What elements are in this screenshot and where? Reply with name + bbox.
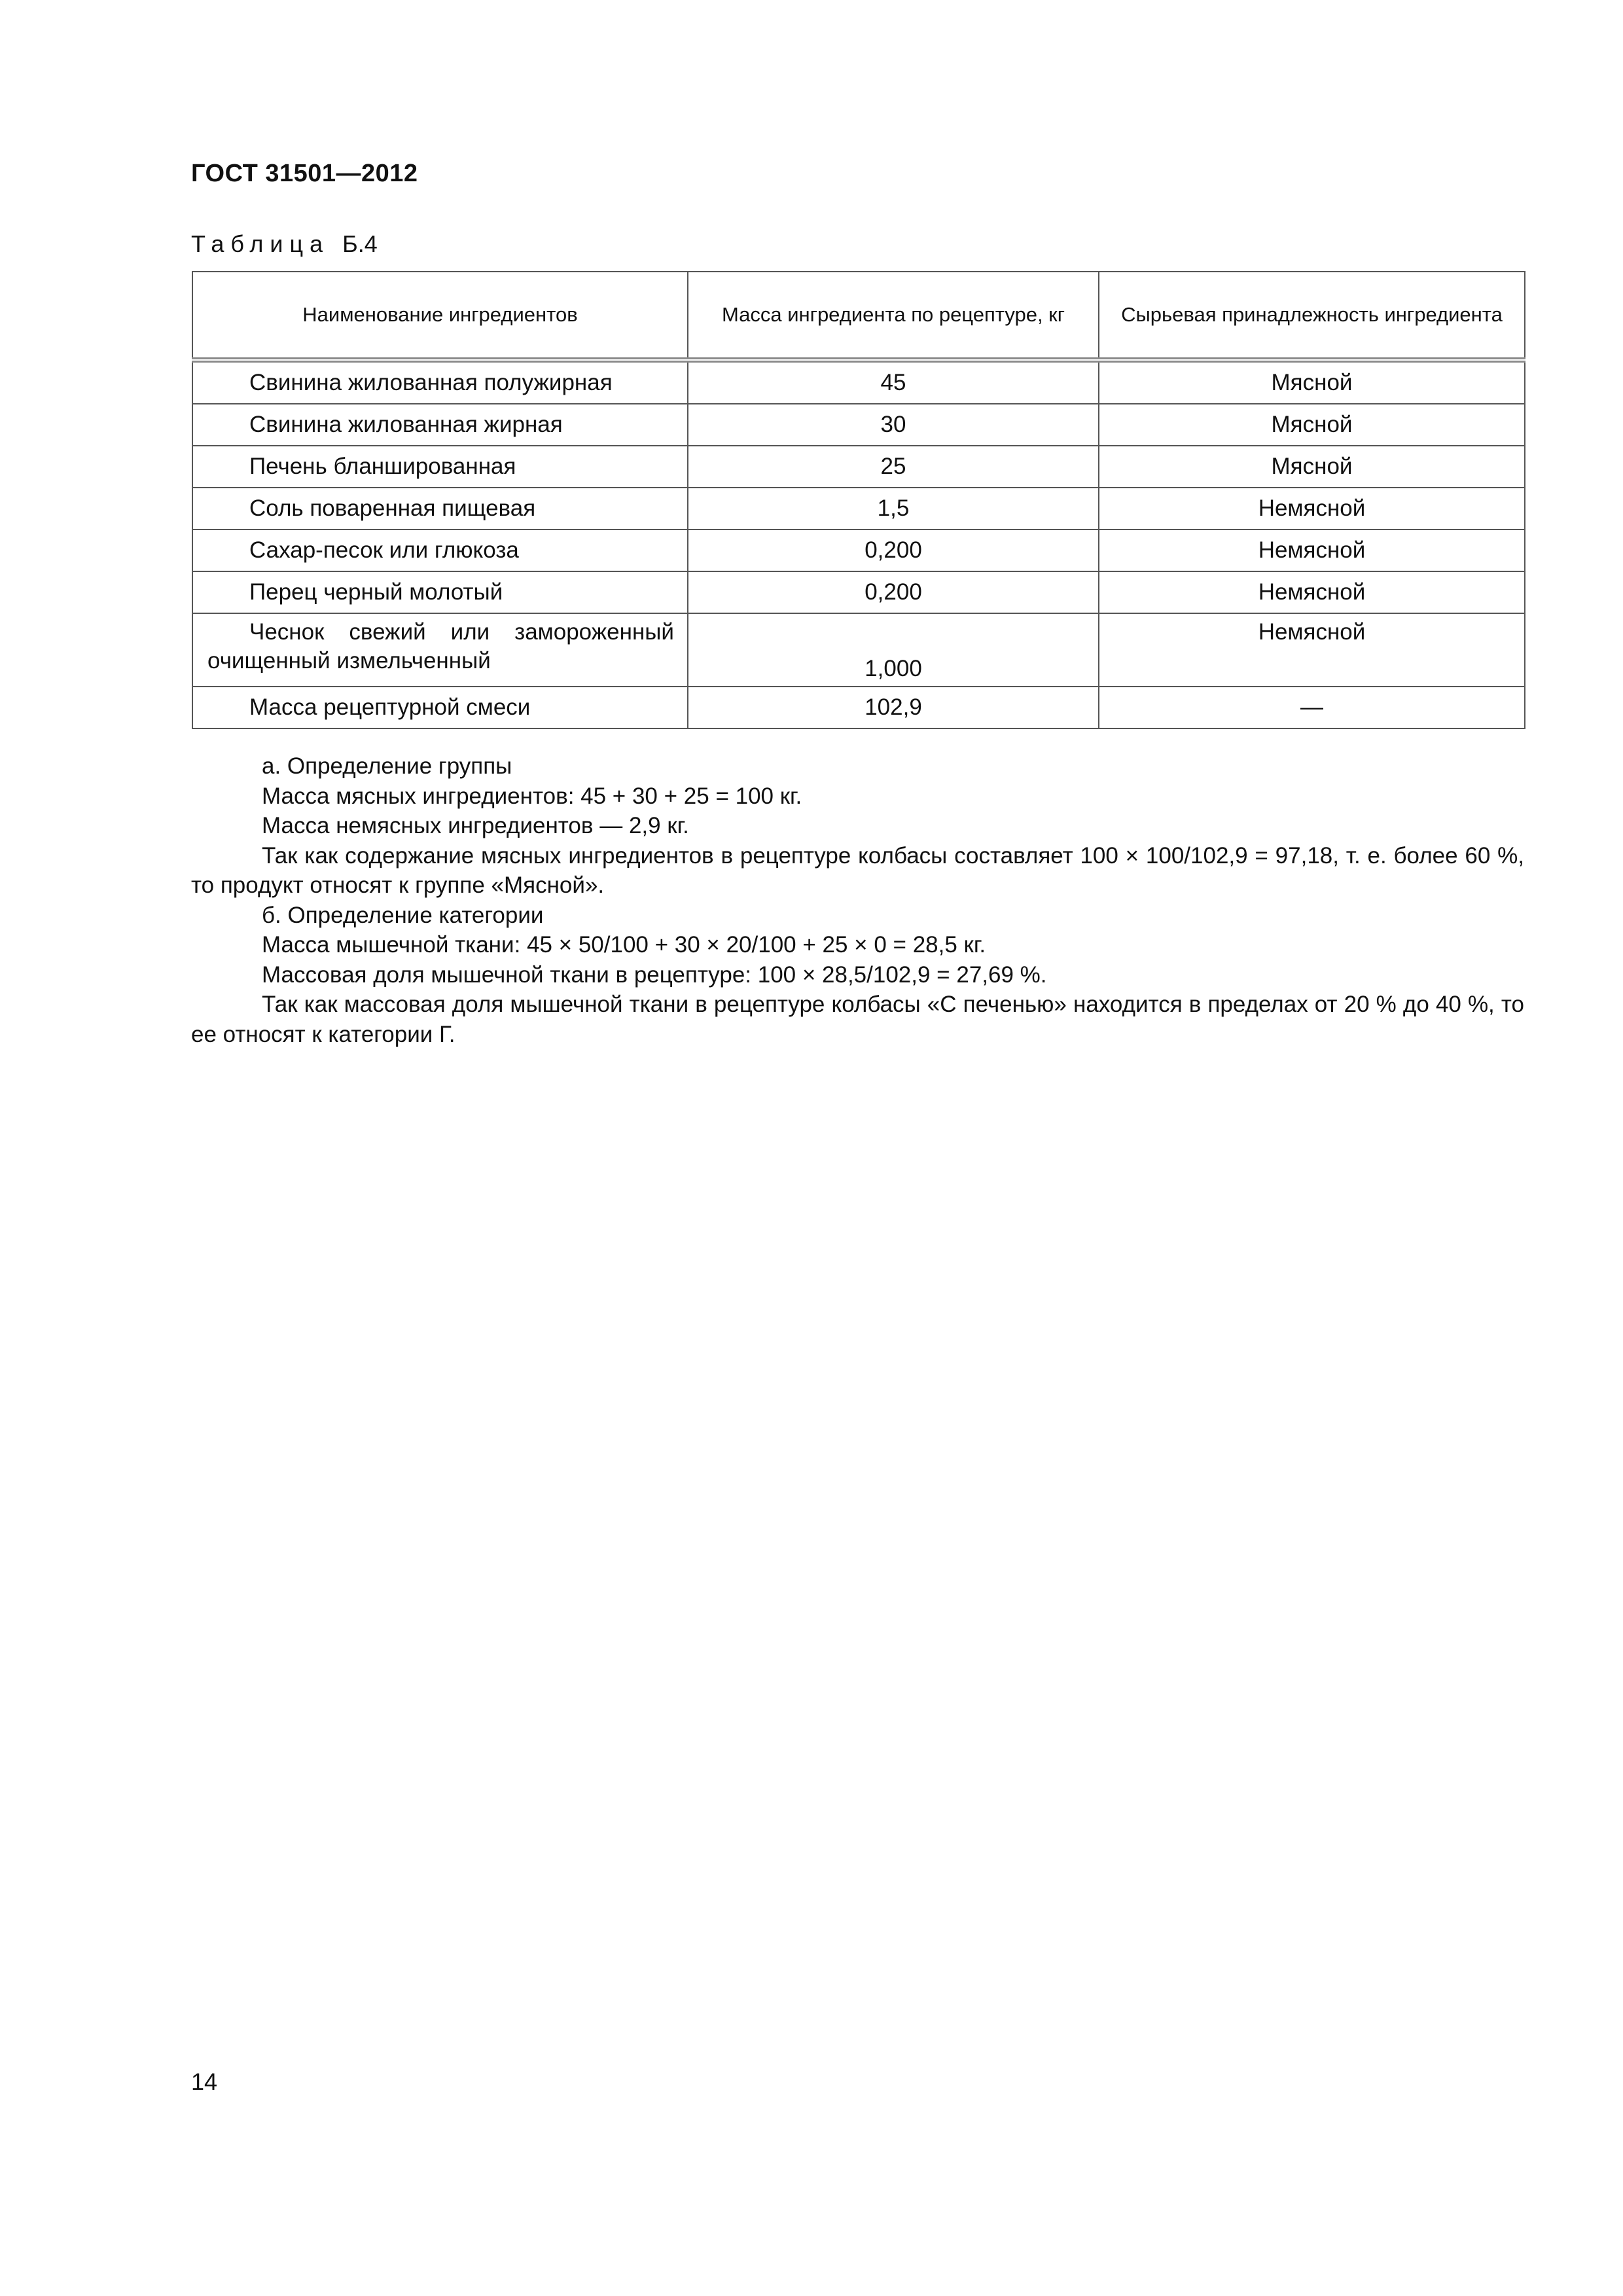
table-row	[192, 404, 1525, 446]
ingredient-origin-cell: Немясной	[1099, 488, 1525, 529]
page-number: 14	[191, 2068, 218, 2095]
ingredient-mass-cell: 30	[688, 404, 1099, 446]
ingredient-mass-cell: 1,5	[688, 488, 1099, 529]
ingredient-origin-cell: Мясной	[1099, 404, 1525, 446]
ingredient-name-cell: Сахар-песок или глюкоза	[192, 529, 688, 571]
group-determination-heading: а. Определение группы	[262, 753, 512, 779]
ingredient-name-cell: Свинина жилованная жирная	[192, 404, 688, 446]
total-label-cell: Масса рецептурной смеси	[192, 687, 688, 728]
note-paragraph: Так как содержание мясных ингредиентов в рецептуре колбасы составляет 100 × 100/102,9 = 97,18, т. е. более 60 %, то продукт относят к группе «Мясной».	[191, 842, 1524, 898]
table-row	[192, 446, 1525, 488]
ingredient-name-text: Чеснок свежий или замороженный очищенный измельченный	[207, 619, 674, 673]
ingredient-origin-cell: Немясной	[1099, 571, 1525, 613]
calculation-notes	[191, 751, 1524, 1049]
note-paragraph: Масса немясных ингредиентов — 2,9 кг.	[262, 813, 689, 838]
ingredient-origin-cell: Мясной	[1099, 446, 1525, 488]
note-paragraph: Масса мышечной ткани: 45 × 50/100 + 30 × 20/100 + 25 × 0 = 28,5 кг.	[262, 932, 986, 958]
ingredients-table	[192, 271, 1525, 729]
ingredient-mass-cell: 25	[688, 446, 1099, 488]
note-paragraph: Масса мясных ингредиентов: 45 + 30 + 25 = 100 кг.	[262, 783, 802, 809]
note-paragraph: Так как массовая доля мышечной ткани в рецептуре колбасы «С печенью» находится в пределах от 20 % до 40 %, то ее относят к категории Г.	[191, 992, 1524, 1047]
ingredient-name-cell: Свинина жилованная полужирная	[192, 360, 688, 404]
table-total-row	[192, 687, 1525, 728]
column-header-origin: Сырьевая принадлежность ингредиента	[1099, 272, 1525, 360]
table-row	[192, 529, 1525, 571]
table-row	[192, 488, 1525, 529]
note-paragraph: Массовая доля мышечной ткани в рецептуре: 100 × 28,5/102,9 = 27,69 %.	[262, 961, 1047, 988]
ingredient-name-cell: Перец черный молотый	[192, 571, 688, 613]
table-caption-prefix: Таблица	[191, 230, 330, 257]
column-header-ingredient-name: Наименование ингредиентов	[192, 272, 688, 360]
total-mass-cell: 102,9	[688, 687, 1099, 728]
column-header-mass: Масса ингредиента по рецептуре, кг	[688, 272, 1099, 360]
ingredient-name-cell: Печень бланшированная	[192, 446, 688, 488]
ingredient-name-cell	[192, 613, 688, 687]
ingredient-mass-cell: 0,200	[688, 571, 1099, 613]
ingredient-origin-cell: Мясной	[1099, 360, 1525, 404]
total-origin-cell: —	[1099, 687, 1525, 728]
table-caption	[191, 230, 378, 258]
ingredient-origin-cell: Немясной	[1099, 613, 1525, 687]
category-determination-heading: б. Определение категории	[262, 902, 544, 928]
table-row	[192, 571, 1525, 613]
ingredient-mass-cell: 1,000	[688, 613, 1099, 687]
ingredient-mass-cell: 0,200	[688, 529, 1099, 571]
ingredient-name-cell: Соль поваренная пищевая	[192, 488, 688, 529]
ingredient-origin-cell: Немясной	[1099, 529, 1525, 571]
table-row	[192, 360, 1525, 404]
ingredient-mass-cell: 45	[688, 360, 1099, 404]
table-header-row	[192, 272, 1525, 360]
table-caption-number: Б.4	[342, 230, 378, 257]
document-header: ГОСТ 31501—2012	[191, 160, 418, 187]
table-row	[192, 613, 1525, 687]
